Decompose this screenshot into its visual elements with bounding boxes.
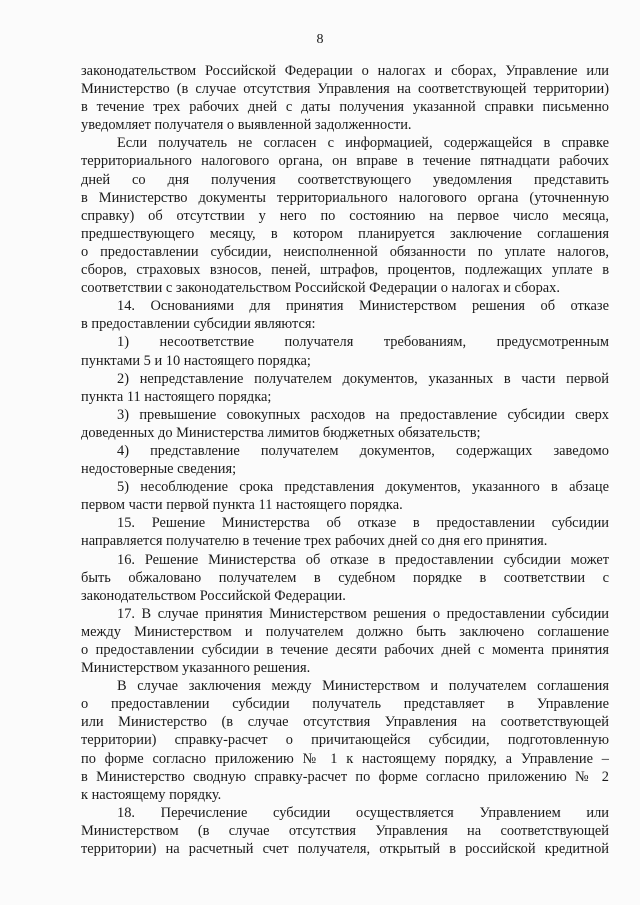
text-line: 16. Решение Министерства об отказе в предоставлении субсидии может bbox=[117, 551, 609, 568]
text-line: 17. В случае принятия Министерством решения о предоставлении субсидии bbox=[117, 605, 609, 622]
text-line: законодательством Российской Федерации. bbox=[81, 587, 346, 604]
text-line: 18. Перечисление субсидии осуществляется Управлением или bbox=[117, 804, 609, 821]
text-line: территории) на расчетный счет получателя, открытый в российской кредитной bbox=[81, 841, 609, 858]
text-line: 1) несоответствие получателя требованиям, предусмотренным bbox=[117, 334, 609, 351]
text-line: Министерством (в случае отсутствия Управления на соответствующей bbox=[81, 822, 609, 839]
document-body bbox=[81, 62, 609, 858]
text-line: Министерством указанного решения. bbox=[81, 660, 311, 677]
text-line: 15. Решение Министерства об отказе в предоставлении субсидии bbox=[117, 515, 609, 532]
text-line: предшествующего месяцу, в котором планируется заключение соглашения bbox=[81, 225, 609, 242]
text-line: Если получатель не согласен с информацией, содержащейся в справке bbox=[117, 135, 609, 152]
text-line: уведомляет получателя о выявленной задолженности. bbox=[81, 117, 412, 134]
text-line: 3) превышение совокупных расходов на предоставление субсидии сверх bbox=[117, 406, 609, 423]
text-line: о предоставлении субсидии в течение десяти рабочих дней с момента принятия bbox=[81, 642, 609, 658]
text-line: направляется получателю в течение трех рабочих дней со дня его принятия. bbox=[81, 533, 548, 550]
text-line: справку) об отсутствии у него по состоянию на первое число месяца, bbox=[81, 207, 609, 224]
text-line: 14. Основаниями для принятия Министерством решения об отказе bbox=[117, 298, 609, 315]
text-line: к настоящему порядку. bbox=[81, 786, 222, 803]
text-line: В случае заключения между Министерством и получателем соглашения bbox=[117, 678, 609, 695]
text-line: в предоставлении субсидии являются: bbox=[81, 316, 316, 333]
text-line: пункта 11 настоящего порядка; bbox=[81, 388, 272, 405]
text-line: 2) непредставление получателем документов, указанных в части первой bbox=[117, 370, 609, 387]
text-line: между Министерством и получателем должно быть заключено соглашение bbox=[81, 623, 609, 640]
text-line: 5) несоблюдение срока представления документов, указанного в абзаце bbox=[117, 479, 609, 496]
text-line: Министерство (в случае отсутствия Управления на соответствующей территории) bbox=[81, 81, 609, 98]
text-line: территориального налогового органа, он вправе в течение пятнадцати рабочих bbox=[81, 153, 609, 170]
text-line: по форме согласно приложению № 1 к настоящему порядку, а Управление – bbox=[81, 750, 609, 767]
page-number: 8 bbox=[316, 32, 324, 47]
text-line: первом части первой пункта 11 настоящего порядка. bbox=[81, 497, 403, 514]
text-line: дней со дня получения соответствующего уведомления представить bbox=[81, 171, 609, 188]
text-line: или Министерство (в случае отсутствия Управления на соответствующей bbox=[81, 714, 609, 731]
text-line: соответствии с законодательством Российской Федерации о налогах и сборах. bbox=[81, 280, 560, 297]
text-line: доведенных до Министерства лимитов бюджетных обязательств; bbox=[81, 424, 481, 441]
text-line: о предоставлении субсидии, неисполненной обязанности по уплате налогов, bbox=[81, 243, 609, 260]
text-line: сборов, страховых взносов, пеней, штрафов, процентов, подлежащих уплате в bbox=[81, 262, 609, 279]
text-line: пунктами 5 и 10 настоящего порядка; bbox=[81, 352, 311, 369]
text-line: 4) представление получателем документов, содержащих заведомо bbox=[117, 442, 609, 459]
text-line: в Министерство сводную справку-расчет по форме согласно приложению № 2 bbox=[81, 768, 609, 785]
text-line: в течение трех рабочих дней с даты получения указанной справки письменно bbox=[81, 99, 609, 116]
text-line: быть обжаловано получателем в судебном порядке в соответствии с bbox=[81, 569, 609, 586]
text-line: в Министерство документы территориального налогового органа (уточненную bbox=[81, 189, 609, 206]
text-line: территории) справку-расчет о причитающейся субсидии, подготовленную bbox=[81, 732, 609, 749]
text-line: о предоставлении субсидии получатель представляет в Управление bbox=[81, 696, 609, 713]
text-line: законодательством Российской Федерации о налогах и сборах, Управление или bbox=[81, 63, 609, 79]
text-line: недостоверные сведения; bbox=[81, 461, 237, 478]
